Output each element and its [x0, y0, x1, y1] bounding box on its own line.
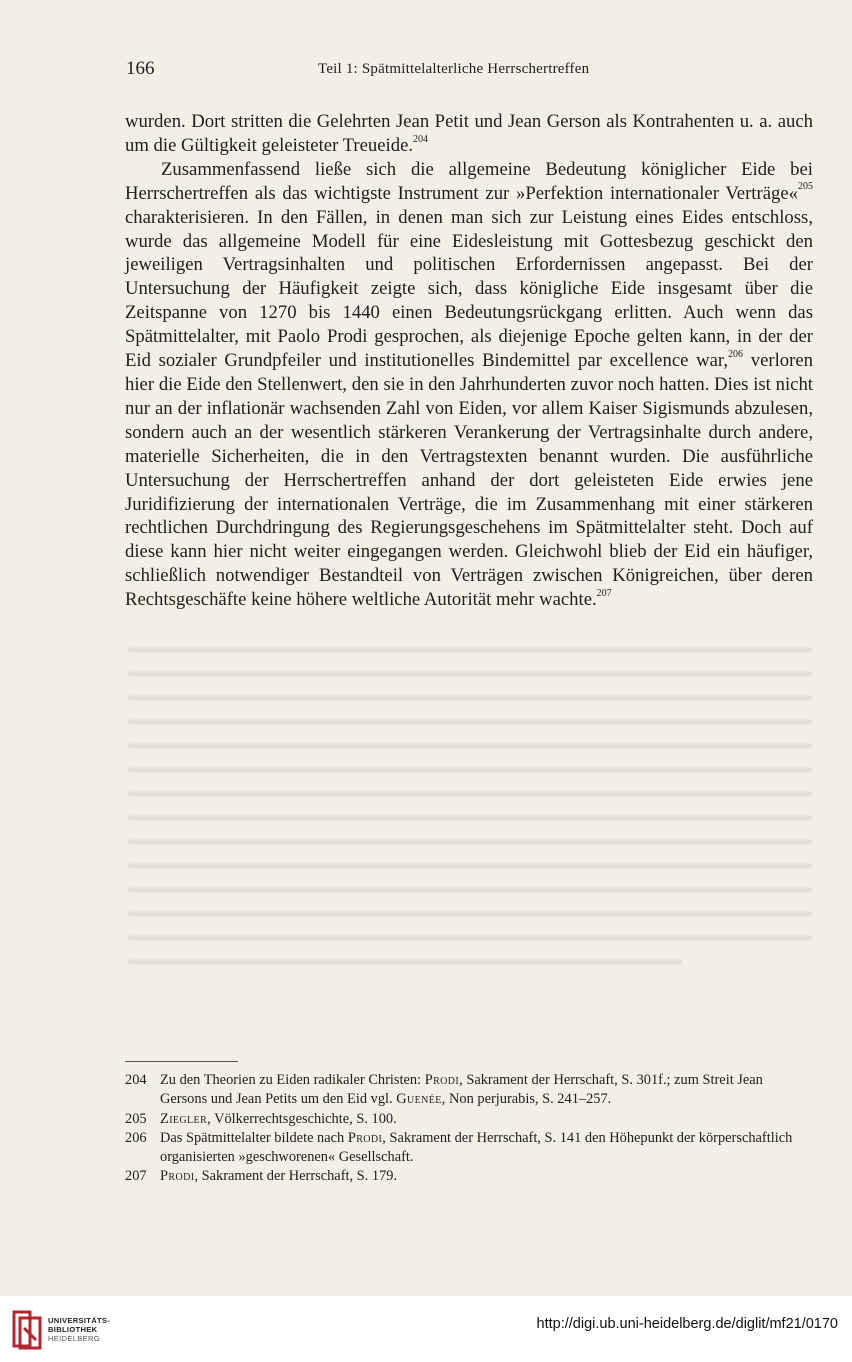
permalink-url[interactable]: http://digi.ub.uni-heidelberg.de/diglit/mf21/0170	[536, 1316, 838, 1332]
author-name: Prodi	[347, 1129, 383, 1146]
paragraph-2	[125, 158, 813, 612]
footnote-segment: , Non perjurabis, S. 241–257.	[441, 1091, 612, 1108]
footnote-text	[160, 1129, 813, 1168]
paragraph-1	[125, 110, 813, 158]
author-name: Ziegler	[160, 1110, 208, 1127]
footnote-text	[160, 1167, 813, 1186]
footnote-ref-207: 207	[596, 587, 612, 599]
footnote-segment: , Sakrament der Herrschaft, S. 179.	[194, 1168, 398, 1185]
page-number: 166	[126, 58, 155, 79]
footnote-divider	[125, 1061, 238, 1062]
footnote-ref-204: 204	[413, 133, 429, 145]
footnote-204	[125, 1071, 813, 1110]
logo-line-2: BIBLIOTHEK	[48, 1325, 98, 1334]
footnote-207	[125, 1167, 813, 1186]
footnote-number: 205	[125, 1110, 147, 1127]
footnote-206	[125, 1129, 813, 1168]
footnote-segment: , Sakrament der Herrschaft, S. 301f.; zum Streit Jean Gersons und Jean Petits um den Eid vgl.	[160, 1072, 763, 1108]
footnote-number: 204	[125, 1072, 147, 1088]
footnote-205	[125, 1110, 813, 1129]
viewer-footer	[0, 1296, 852, 1362]
footnote-ref-206: 206	[728, 348, 744, 360]
running-head: Teil 1: Spätmittelalterliche Herrschertreffen	[318, 61, 590, 77]
footnote-text	[160, 1110, 813, 1129]
logo-line-1: UNIVERSITÄTS-	[48, 1316, 111, 1325]
show-through-text	[120, 640, 820, 1000]
author-name: Prodi	[424, 1072, 460, 1088]
paragraph-2-text-a: Zusammenfassend ließe sich die allgemeine Bedeutung königlicher Eide bei Herrschertreffen als das wichtigste Instrument zur »Perfektion internationaler Verträge«	[125, 158, 813, 204]
paragraph-2-text-c: verloren hier die Eide den Stellenwert, den sie in den Jahrhunderten zuvor noch hatten. Dies ist nicht nur an der inflationär wachsenden Zahl von Eiden, vor allem Kaiser Sigismunds abzulesen, sondern auch an der wesentlich stärkeren Verankerung der Vertragsinhalte durch andere, materielle Sicherheiten, die in den Vertragstexten benannt wurden. Die ausführliche Untersuchung der Herrschertreffen anhand der dort geleisteten Eide erwies jene Juridifizierung der internationalen Verträge, die im Zusammenhang mit einer stärkeren rechtlichen Durchdringung des Regierungsgeschehens im Spätmittelalter steht. Doch auf diese kann hier nicht weiter eingegangen werden. Gleichwohl blieb der Eid ein häufiger, schließlich notwendiger Bestandteil von Verträgen zwischen Königreichen, über deren Rechtsgeschäfte keine höhere weltliche Autorität mehr wachte.	[125, 350, 813, 611]
footnote-number: 206	[125, 1129, 147, 1146]
paragraph-1-text: wurden. Dort stritten die Gelehrten Jean Petit und Jean Gerson als Kontrahenten u. a. auch um die Gültigkeit geleisteter Treueide.	[125, 111, 813, 156]
footnote-number: 207	[125, 1168, 147, 1185]
footnote-text	[160, 1071, 813, 1110]
paragraph-2-text-b: charakterisieren. In den Fällen, in denen man sich zur Leistung eines Eides entschloss, wurde das allgemeine Modell für eine Eidesleistung mit Gottesbezug geschickt den jeweiligen Vertragsinhalten und politischen Erfordernissen angepasst. Bei der Untersuchung der Häufigkeit zeigte sich, dass königliche Eide insgesamt über die Zeitspanne von 1270 bis 1440 einen Bedeutungsrückgang erlitten. Auch wenn das Spätmittelalter, mit Paolo Prodi gesprochen, als diejenige Epoche gelten kann, in der der Eid sozialer Grundpfeiler und institutionelles Bindemittel par excellence war,	[125, 206, 813, 372]
footnote-segment: Das Spätmittelalter bildete nach	[160, 1129, 348, 1146]
footnotes	[125, 1071, 813, 1187]
author-name: Prodi	[160, 1168, 195, 1185]
library-logo-icon	[10, 1308, 44, 1350]
main-text	[125, 110, 813, 612]
footnote-segment: , Völkerrechtsgeschichte, S. 100.	[207, 1110, 397, 1127]
footnote-segment: , Sakrament der Herrschaft, S. 141 den Höhepunkt der körperschaftlich organisierten »geschworenen« Gesellschaft.	[160, 1129, 793, 1166]
library-logo-text	[48, 1316, 110, 1343]
library-logo[interactable]	[10, 1308, 120, 1352]
logo-line-3: HEIDELBERG	[48, 1334, 100, 1343]
footnote-segment: Zu den Theorien zu Eiden radikaler Christen:	[160, 1072, 425, 1088]
author-name: Guenée	[396, 1091, 442, 1108]
footnote-ref-205: 205	[798, 181, 813, 193]
